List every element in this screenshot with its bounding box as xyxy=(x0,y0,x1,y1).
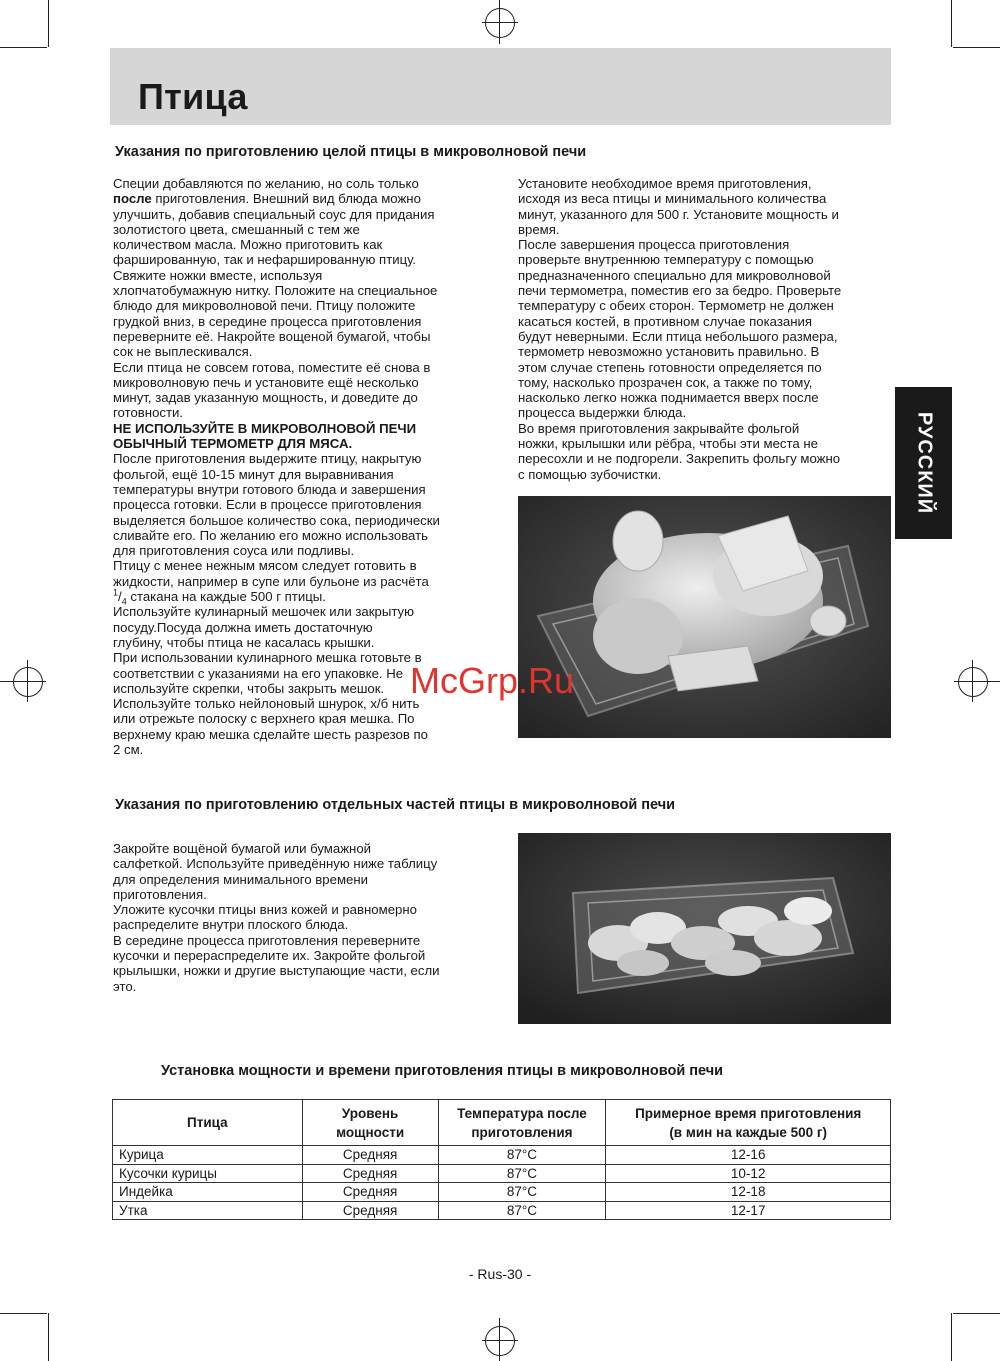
cell-temperature: 87°C xyxy=(438,1201,606,1220)
text-line: Если птица не совсем готова, поместите её снова в xyxy=(113,359,431,375)
language-tab-label: РУССКИЙ xyxy=(913,411,935,515)
text-line: верхнему краю мешка сделайте шесть разрезов по xyxy=(113,726,428,742)
text-line: касаться костей, в противном случае показания xyxy=(518,313,813,329)
pieces-instructions-text xyxy=(113,841,493,994)
text-line: фольгой, ещё 10-15 минут для выравнивания xyxy=(113,466,394,482)
text-line: минут, указанного для 500 г. Установите мощность и xyxy=(518,206,839,222)
text-line: для приготовления соуса или подливы. xyxy=(113,543,355,559)
table-row xyxy=(113,1164,891,1183)
text-line: процесса выдержки блюда. xyxy=(518,405,687,421)
text-line: посуду.Посуда должна иметь достаточную xyxy=(113,619,373,635)
text-line: насколько легко ножка поднимается вверх после xyxy=(518,390,819,406)
cell-time: 10-12 xyxy=(606,1164,891,1183)
text-line: приготовления. xyxy=(113,886,207,902)
cell-temperature: 87°C xyxy=(438,1183,606,1202)
cell-poultry: Утка xyxy=(113,1201,303,1220)
text-line: золотистого цвета, смешанный с тем же xyxy=(113,221,360,237)
text-line: При использовании кулинарного мешка готовьте в xyxy=(113,650,422,666)
watermark: McGrp.Ru xyxy=(410,660,575,701)
table-row xyxy=(113,1201,891,1220)
text-line: используйте скрепки, чтобы закрыть мешок. xyxy=(113,680,385,696)
text-line: минут, задав указанную мощность, и доведите до xyxy=(113,390,418,406)
text-line: предназначенного специально для микроволновой xyxy=(518,267,831,283)
text-line: фаршированную, так и нефаршированную птицу. xyxy=(113,252,417,268)
text-line: жидкости, например в супе или бульоне из расчёта xyxy=(113,573,429,589)
text-line: Используйте кулинарный мешочек или закрытую xyxy=(113,604,414,620)
text-line: 2 см. xyxy=(113,741,144,757)
text-line: проверьте внутреннюю температуру с помощью xyxy=(518,252,814,268)
cell-time: 12-17 xyxy=(606,1201,891,1220)
text-line: сок не выплескивался. xyxy=(113,344,253,360)
crop-mark xyxy=(953,1313,1000,1314)
crop-mark xyxy=(0,1313,47,1314)
text-line: тому, насколько прозрачен сок, а также по тому, xyxy=(518,374,813,390)
chicken-pieces-photo xyxy=(518,833,891,1024)
cell-power: Средняя xyxy=(302,1183,438,1202)
crop-mark xyxy=(48,0,49,47)
text-line: грудкой вниз, в середине процесса приготовления xyxy=(113,313,422,329)
text-line: будут неверными. Если птица небольшого размера, xyxy=(518,328,838,344)
text-line: кусочки и перераспределите их. Закройте фольгой xyxy=(113,948,426,964)
cell-power: Средняя xyxy=(302,1201,438,1220)
text-line: готовности. xyxy=(113,405,184,421)
text-line: В середине процесса приготовления переверните xyxy=(113,932,421,948)
text-line: Специи добавляются по желанию, но соль только xyxy=(113,176,419,191)
text-line: НЕ ИСПОЛЬЗУЙТЕ В МИКРОВОЛНОВОЙ ПЕЧИ xyxy=(113,420,417,436)
text-line: время. xyxy=(518,221,560,237)
table-row xyxy=(113,1183,891,1202)
cell-poultry: Индейка xyxy=(113,1183,303,1202)
cell-time: 12-16 xyxy=(606,1146,891,1165)
text-line: исходя из веса птицы и минимального количества xyxy=(518,191,827,207)
text-line: количеством масла. Можно приготовить как xyxy=(113,237,383,253)
text-line: улучшить, добавив специальный соус для придания xyxy=(113,206,435,222)
text-line: ОБЫЧНЫЙ ТЕРМОМЕТР ДЛЯ МЯСА. xyxy=(113,436,353,452)
text-line: это. xyxy=(113,978,137,994)
text-line: распределите внутри плоского блюда. xyxy=(113,917,349,933)
text-line: выделяется большое количество сока, периодически xyxy=(113,512,440,528)
header-cooking-time: Примерное время приготовления (в мин на каждые 500 г) xyxy=(606,1100,891,1146)
text-line: переверните её. Накройте вощеной бумагой, чтобы xyxy=(113,328,431,344)
text-line: глубину, чтобы птица не касалась крышки. xyxy=(113,634,375,650)
crop-mark xyxy=(0,47,47,48)
cell-poultry: Курица xyxy=(113,1146,303,1165)
cell-poultry: Кусочки курицы xyxy=(113,1164,303,1183)
text-line: Установите необходимое время приготовления, xyxy=(518,176,812,191)
text-line: Используйте только нейлоновый шнурок, х/б нить xyxy=(113,696,420,712)
text-line: для определения минимального времени xyxy=(113,871,369,887)
text-line: $^1/_4$ стакана на каждые 500 г птицы. xyxy=(113,587,326,607)
header-poultry: Птица xyxy=(113,1100,303,1146)
text-line: Во время приготовления закрывайте фольгой xyxy=(518,420,800,436)
section-heading-poultry-pieces: Указания по приготовлению отдельных частей птицы в микроволновой печи xyxy=(115,797,676,813)
text-line: соответствии с указаниями на его упаковке. Не xyxy=(113,665,404,681)
page-title: Птица xyxy=(138,76,248,117)
header-power-level: Уровень мощности xyxy=(302,1100,438,1146)
text-line: печи термометра, поместив его за бедро. Проверьте xyxy=(518,283,842,299)
right-column-text xyxy=(518,176,893,482)
crop-mark xyxy=(951,1313,952,1361)
cooking-table xyxy=(112,1099,891,1220)
crop-mark xyxy=(953,47,1000,48)
text-line: термометр невозможно установить правильно. В xyxy=(518,344,820,360)
text-line: хлопчатобумажную нитку. Положите на специальное xyxy=(113,283,438,299)
crop-mark xyxy=(951,0,952,47)
text-line: После завершения процесса приготовления xyxy=(518,237,790,253)
crop-mark xyxy=(48,1313,49,1361)
section-heading-whole-poultry: Указания по приготовлению целой птицы в микроволновой печи xyxy=(115,144,587,160)
text-line: блюдо для микроволновой печи. Птицу положите xyxy=(113,298,416,314)
text-line: с помощью зубочистки. xyxy=(518,466,662,482)
text-line: процесса готовки. Если в процессе приготовления xyxy=(113,497,422,513)
table-heading: Установка мощности и времени приготовления птицы в микроволновой печи xyxy=(161,1063,724,1079)
text-line: микроволновую печь и установите ещё несколько xyxy=(113,374,419,390)
cell-power: Средняя xyxy=(302,1146,438,1165)
text-line: Птицу с менее нежным мясом следует готовить в xyxy=(113,558,417,574)
table-row xyxy=(113,1146,891,1165)
text-line: этом случае степень готовности определяется по xyxy=(518,359,822,375)
text-line: салфеткой. Используйте приведённую ниже таблицу xyxy=(113,856,438,872)
header-temperature: Температура после приготовления xyxy=(438,1100,606,1146)
text-line: пересохли и не подгорели. Закрепить фольгу можно xyxy=(518,451,841,467)
text-line: Свяжите ножки вместе, используя xyxy=(113,267,323,283)
cell-power: Средняя xyxy=(302,1164,438,1183)
chicken-pieces-illustration xyxy=(518,833,891,1024)
page-number: - Rus-30 - xyxy=(468,1266,532,1282)
language-tab xyxy=(895,387,952,539)
text-line: температуру с обеих сторон. Термометр не должен xyxy=(518,298,834,314)
cell-temperature: 87°C xyxy=(438,1164,606,1183)
text-line: после приготовления. Внешний вид блюда можно xyxy=(113,191,421,207)
text-line: Уложите кусочки птицы вниз кожей и равномерно xyxy=(113,902,417,918)
cell-temperature: 87°C xyxy=(438,1146,606,1165)
text-line: После приготовления выдержите птицу, накрытую xyxy=(113,451,422,467)
text-line: Закройте вощёной бумагой или бумажной xyxy=(113,841,372,856)
text-line: температуры внутри готового блюда и завершения xyxy=(113,481,426,497)
cell-time: 12-18 xyxy=(606,1183,891,1202)
table-header-row xyxy=(113,1100,891,1146)
text-line: или отрежьте полоску с верхнего края мешка. По xyxy=(113,711,415,727)
text-line: ножки, крылышки или рёбра, чтобы эти места не xyxy=(518,436,819,452)
text-line: крылышки, ножки и другие выступающие части, если xyxy=(113,963,440,979)
text-line: сливайте его. По желанию его можно использовать xyxy=(113,527,429,543)
